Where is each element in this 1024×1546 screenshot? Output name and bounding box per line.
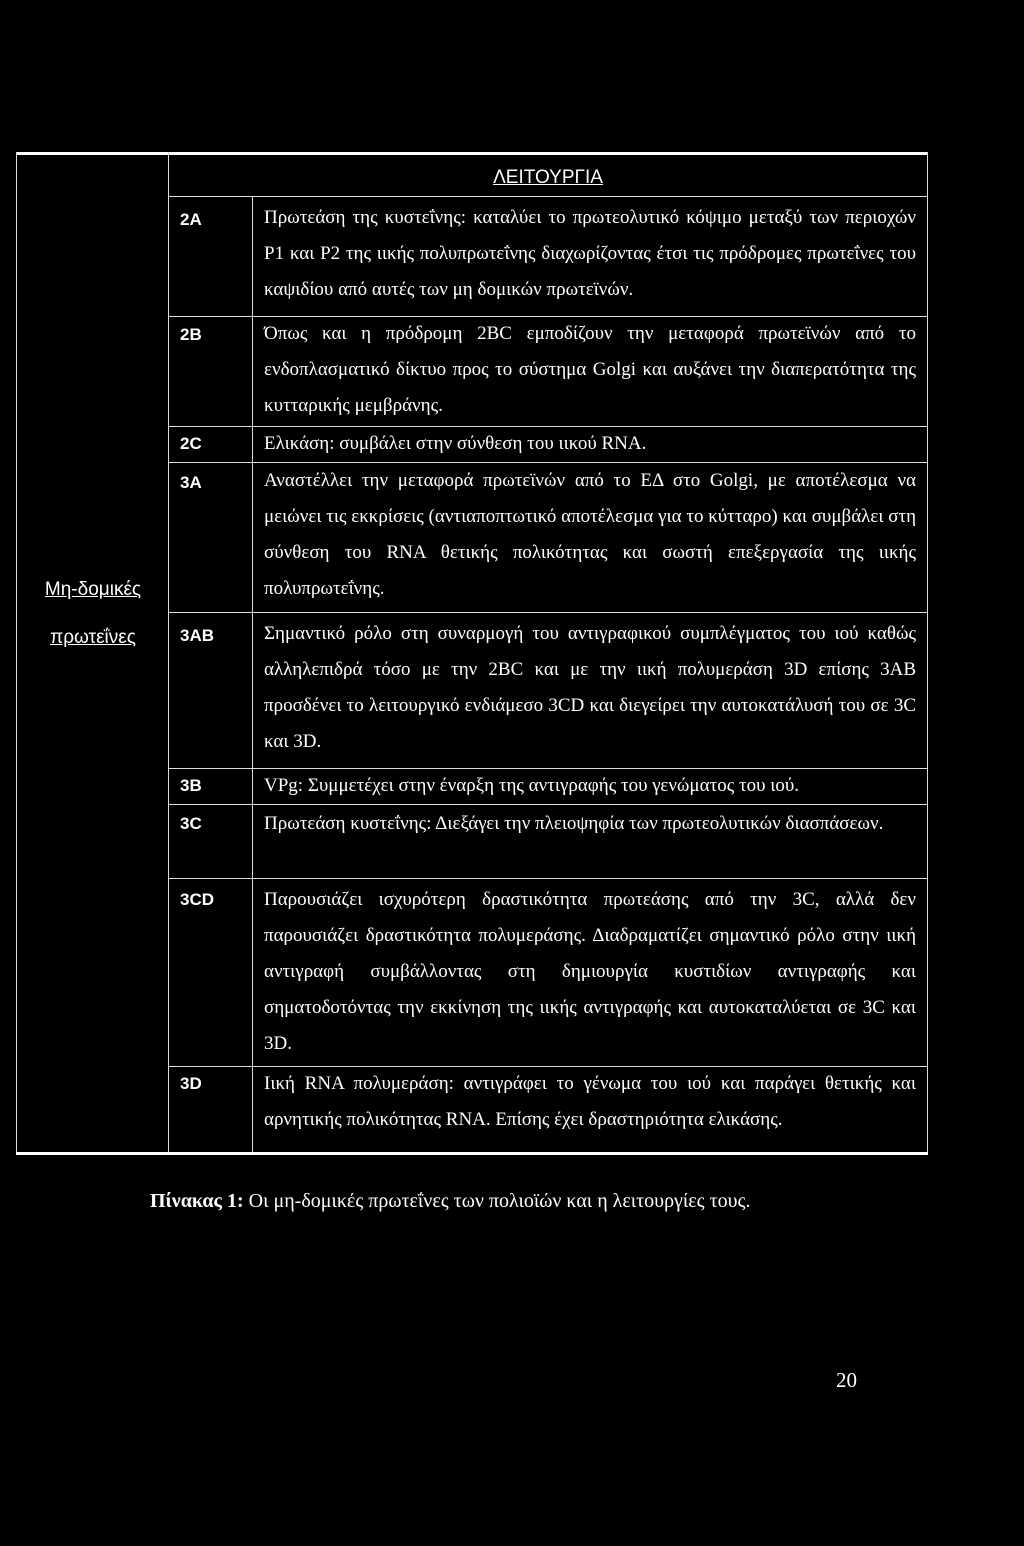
grid-line — [252, 196, 253, 1152]
row-code: 3C — [180, 814, 202, 833]
grid-line — [927, 152, 928, 1152]
table-top-border — [16, 152, 928, 155]
row-code: 2A — [180, 210, 202, 229]
row-code: 2B — [180, 325, 202, 344]
table-header: ΛΕΙΤΟΥΡΓΙΑ — [493, 167, 603, 188]
side-label-line1: Μη-δομικές — [44, 579, 142, 600]
row-description: Αναστέλλει την μεταφορά πρωτεϊνών από το ΕΔ στο Golgi, με αποτέλεσμα να μειώνει τις εκκρίσεις (αντιαποπτωτικό αποτέλεσμα για το κύτταρο) και συμβάλει στη σύνθεση του RNA θετικής πολικότητας και σωστή επεξεργασία της ιικής πολυπρωτεΐνης. — [264, 470, 917, 599]
row-code: 2C — [180, 434, 202, 453]
caption-text: Οι μη-δομικές πρωτεΐνες των πολιοϊών και η λειτουργίες τους. — [248, 1190, 751, 1212]
row-description: Όπως και η πρόδρομη 2BC εμποδίζουν την μεταφορά πρωτεϊνών από το ενδοπλασματικό δίκτυο προς το σύστημα Golgi και αυξάνει την διαπερατότητα της κυτταρικής μεμβράνης. — [264, 323, 916, 416]
table-caption — [150, 1190, 1010, 1213]
grid-line — [168, 612, 928, 613]
row-description: Παρουσιάζει ισχυρότερη δραστικότητα πρωτεάσης από την 3C, αλλά δεν παρουσιάζει δραστικότητα πολυμεράσης. Διαδραματίζει σημαντικό ρόλο στην ιική αντιγραφή συμβάλλοντας στη δημιουργία κυστιδίων αντιγραφής και σηματοδοτόντας την εκκίνηση της ιικής αντιγραφής και αυτοκαταλύεται σε 3C και 3D. — [264, 889, 916, 1054]
row-description: Ιική RNA πολυμεράση: αντιγράφει το γένωμα του ιού και παράγει θετικής και αρνητικής πολικότητας RNA. Επίσης έχει δραστηριότητα ελικάσης. — [264, 1073, 916, 1130]
row-code: 3D — [180, 1074, 202, 1093]
row-description: Πρωτεάση κυστεΐνης: Διεξάγει την πλειοψηφία των πρωτεολυτικών διασπάσεων. — [264, 813, 884, 834]
row-code: 3A — [180, 473, 202, 492]
table-bottom-border — [16, 1152, 928, 1155]
row-description: Πρωτεάση της κυστεΐνης: καταλύει το πρωτεολυτικό κόψιμο μεταξύ των περιοχών P1 και P2 της ιικής πολυπρωτεΐνης διαχωρίζοντας έτσι τις πρόδρομες πρωτεΐνες του καψιδίου από αυτές των μη δομικών πρωτεϊνών. — [264, 207, 916, 300]
row-code: 3CD — [180, 890, 215, 909]
row-description: VPg: Συμμετέχει στην έναρξη της αντιγραφής του γενώματος του ιού. — [264, 775, 800, 796]
grid-line — [168, 196, 928, 197]
row-code: 3B — [180, 776, 202, 795]
row-description: Σημαντικό ρόλο στη συναρμογή του αντιγραφικού συμπλέγματος του ιού καθώς αλληλεπιδρά τόσο με την 2BC και με την ιική πολυμεράση 3D επίσης 3AB προσδένει το λειτουργικό ενδιάμεσο 3CD και διεγείρει την αυτοκατάλυσή του σε 3C και 3D. — [264, 623, 916, 752]
row-description: Ελικάση: συμβάλει στην σύνθεση του ιικού RNA. — [264, 433, 647, 454]
grid-line — [16, 152, 17, 1152]
grid-line — [168, 804, 928, 805]
side-label-line2: πρωτεΐνες — [50, 627, 136, 648]
row-code: 3AB — [180, 626, 215, 645]
caption-label: Πίνακας 1: — [150, 1190, 244, 1212]
grid-line — [168, 878, 928, 879]
page-number: 20 — [836, 1368, 857, 1392]
grid-line — [168, 152, 169, 1152]
